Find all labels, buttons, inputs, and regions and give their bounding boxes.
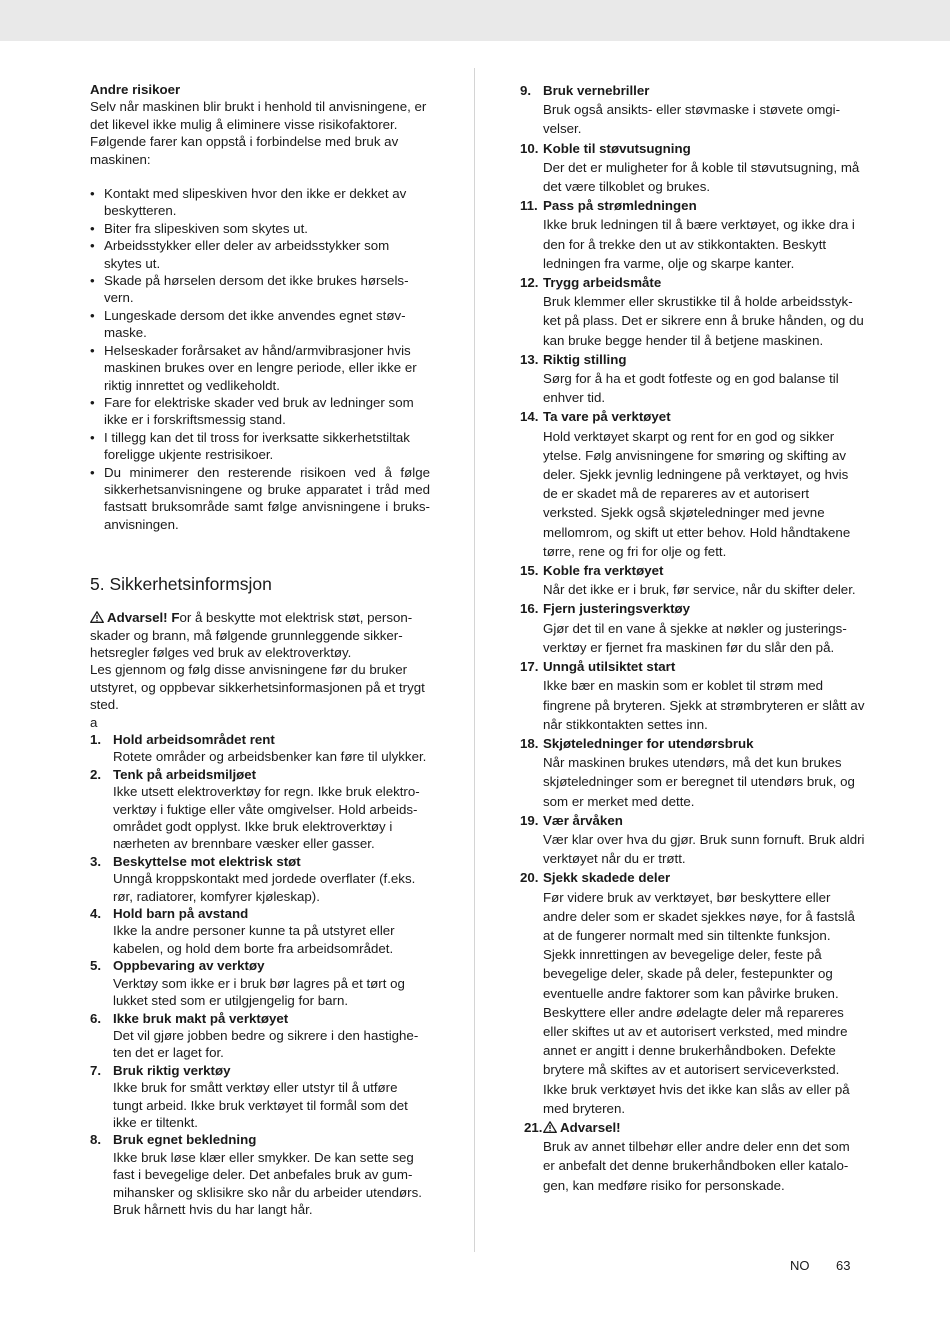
list-item: 7. Bruk riktig verktøy Ikke bruk for smått verktøy eller utstyr til å utføre tungt arbeid. Ikke bruk verktøyet til formål som det ikke er tiltenkt. (90, 1062, 408, 1130)
footer-language: NO (790, 1258, 810, 1273)
list-item: 1. Hold arbeidsområdet rent Rotete områder og arbeidsbenker kan føre til ulykker. (90, 732, 427, 765)
list-item: • Fare for elektriske skader ved bruk av ledninger som ikke er i forskriftsmessig stand. (90, 394, 414, 428)
warning-text: or å beskytte mot elektrisk støt, personskader og brann, må følgende grunnleggende sikkerhetsregler følges ved bruk av elektroverktøy. (90, 610, 413, 660)
list-item: 5. Oppbevaring av verktøy Verktøy som ikke er i bruk bør lagres på et tørt og lukket sted som er utilgjengelig for barn. (90, 958, 405, 1009)
safety-list-left (90, 731, 430, 1218)
page-number: 63 (836, 1258, 851, 1273)
left-column (90, 81, 430, 1218)
list-item: 16. Fjern justeringsverktøy Gjør det til en vane å sjekke at nøkler og justeringsverktøy er fjernet fra maskinen før du slår den på. (520, 601, 847, 655)
list-item: 21. Advarsel! Bruk av annet tilbehør eller andre deler enn det som er anbefalt det denne brukerhåndboken eller katalogen, kan medføre risiko for personskade. (524, 1119, 850, 1193)
list-item: 13. Riktig stilling Sørg for å ha et godt fotfeste og en god balanse til enhver tid. (520, 351, 839, 406)
warning-triangle-icon (90, 611, 104, 623)
stray-letter: a (90, 714, 98, 730)
warning-label: Advarsel! (107, 610, 168, 626)
list-item: 17. Unngå utilsiktet start Ikke bær en maskin som er koblet til strøm med fingrene på bryteren. Sjekk at strømbryteren er slått av når stikkontakten settes inn. (520, 659, 865, 732)
right-column (520, 81, 865, 1195)
list-item: 9. Bruk vernebriller Bruk også ansikts- eller støvmaske i støvete omgivelser. (520, 83, 841, 137)
list-item: 11. Pass på strømledningen Ikke bruk ledningen til å bære verktøyet, og ikke dra i den for å trekke den ut av stikkontakten. Beskytt ledningen fra varme, olje og skarpe kanter. (520, 198, 855, 271)
risks-intro: Selv når maskinen blir brukt i henhold til anvisningene, er det likevel ikke mulig å eliminere visse risikofaktorer. Følgende farer kan oppstå i forbindelse med bruk av maskinen: (90, 99, 427, 167)
list-item: 19. Vær årvåken Vær klar over hva du gjør. Bruk sunn fornuft. Bruk aldri verktøyet når du er trøtt. (520, 812, 865, 867)
list-item: 3. Beskyttelse mot elektrisk støt Unngå kroppskontakt med jordede overflater (f.eks. rør, radiatorer, komfyrer kjøleskap). (90, 853, 416, 904)
list-item: 20. Sjekk skadede deler Før videre bruk av verktøyet, bør beskyttere eller andre deler som er skadet sjekkes nøye, for å fastslå at de fungerer normalt med sin tiltenkte funksjon. Sjekk innrettingen av bevegelige deler, feste på bevegelige deler, skade på deler, festepunkter og eventuelle andre faktorer som kan påvirke bruken. Beskyttere eller andre ødelagte deler må repareres eller skiftes ut av et autorisert verksted, med mindre annet er angitt i denne brukerhåndboken. Defekte brytere må skiftes av et autorisert serviceverksted. Ikke bruk verktøyet hvis det ikke kan slås av eller på med bryteren. (520, 870, 855, 1116)
list-item: • Skade på hørselen dersom det ikke brukes hørselsvern. (90, 273, 409, 306)
warning-paragraph (90, 609, 430, 661)
section-title: 5. Sikkerhetsinformsjon (90, 574, 272, 595)
column-divider (474, 68, 475, 1252)
list-item: 14. Ta vare på verktøyet Hold verktøyet skarpt og rent for en god og sikker ytelse. Følg anvisningene for smøring og skifting av deler. Sjekk jevnlig ledningene på verktøyet, og hvis de er skadet må de repareres av et autorisert verksted. Sjekk også skjøteledninger med jevne mellomrom, og skift ut etter behov. Hold håndtakene tørre, rene og fri for olje og fett. (520, 409, 851, 559)
list-item: 4. Hold barn på avstand Ikke la andre personer kunne ta på utstyret eller kabelen, og hold dem borte fra arbeidsområdet. (90, 906, 395, 956)
warning-triangle-icon (543, 1121, 557, 1133)
list-item: 10. Koble til støvutsugning Der det er muligheter for å koble til støvutsugning, må det være tilkoblet og brukes. (520, 140, 860, 195)
list-item: 18. Skjøteledninger for utendørsbruk Når maskinen brukes utendørs, må det kun brukes skjøteledninger som er beregnet til utendørs bruk, og som er merket med dette. (520, 735, 855, 809)
list-item: • Lungeskade dersom det ikke anvendes egnet støvmaske. (90, 307, 406, 341)
list-item: • Arbeidsstykker eller deler av arbeidsstykker som skytes ut. (90, 238, 390, 271)
list-item: 8. Bruk egnet bekledning Ikke bruk løse klær eller smykker. De kan sette seg fast i bevegelige deler. Det anbefales bruk av gummihansker og sklisikre sko når du arbeider utendørs. Bruk hårnett hvis du har langt hår. (90, 1132, 422, 1217)
list-item: 12. Trygg arbeidsmåte Bruk klemmer eller skrustikke til å holde arbeidsstykket på plass. Det er sikrere enn å bruke hånden, og du kan bruke begge hender til å betjene maskinen. (520, 275, 864, 348)
top-gray-band (0, 0, 950, 41)
list-item: • Helseskader forårsaket av hånd/armvibrasjoner hvis maskinen brukes over en lengre periode, eller ikke er riktig innrettet og vedlikeholdt. (90, 342, 417, 393)
risk-list (90, 185, 430, 533)
list-item: 15. Koble fra verktøyet Når det ikke er i bruk, før service, når du skifter deler. (520, 563, 856, 598)
list-item: 6. Ikke bruk makt på verktøyet Det vil gjøre jobben bedre og sikrere i den hastigheten det er laget for. (90, 1010, 419, 1061)
list-item: • I tillegg kan det til tross for iverksatte sikkerhetstiltak foreligge ukjente restrisikoer. (90, 429, 410, 463)
list-item: • Du minimerer den resterende risikoen ved å følge sikkerhetsanvisningene og bruke apparatet i tråd med fastsatt bruksområde samt følge anvisningene i bruks-anvisningen. (90, 464, 430, 532)
list-item: 2. Tenk på arbeidsmiljøet Ikke utsett elektroverktøy for regn. Ikke bruk elektroverktøy i fuktige eller våte omgivelser. Hold arbeidsområdet godt opplyst. Ikke bruk elektroverktøy i nærheten av brennbare væsker eller gasser. (90, 766, 420, 852)
warning-first-letter: F (171, 610, 180, 626)
read-instructions: Les gjennom og følg disse anvisningene før du bruker utstyret, og oppbevar sikkerhetsinformasjonen på et trygt sted. (90, 662, 425, 713)
risks-heading: Andre risikoer (90, 82, 181, 97)
list-item: • Kontakt med slipeskiven hvor den ikke er dekket av beskytteren. (90, 186, 407, 219)
safety-list-right (520, 81, 865, 1195)
list-item: • Biter fra slipeskiven som skytes ut. (90, 220, 308, 236)
